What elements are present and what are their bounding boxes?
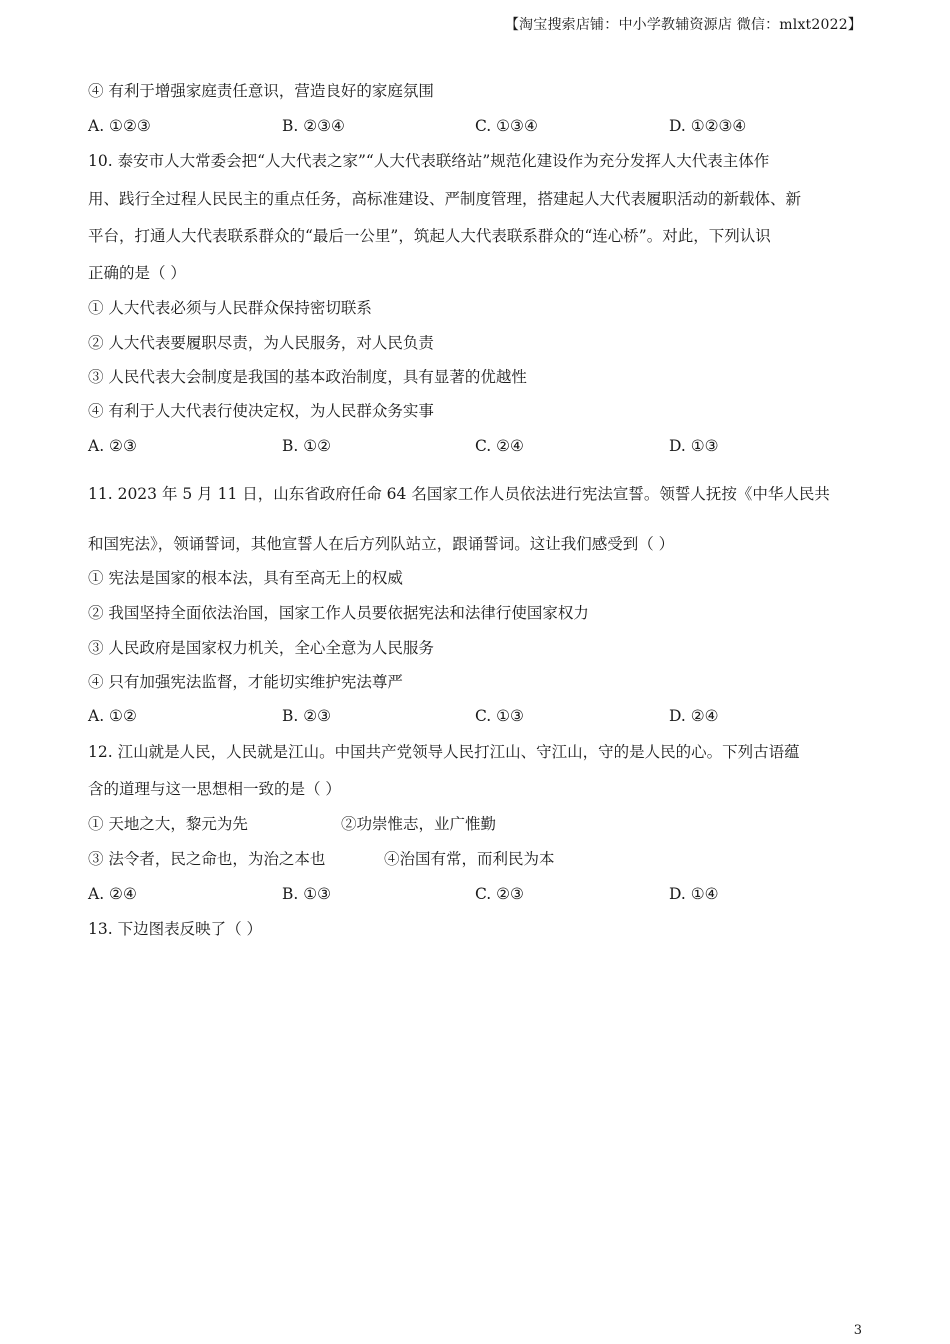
q11-option-d: D. ②④ <box>669 707 719 725</box>
q13-stem: 13. 下边图表反映了（ ） <box>88 920 263 938</box>
q12-item-3: ③ 法令者，民之命也，为治之本也 <box>88 850 326 868</box>
q9-option-b: B. ②③④ <box>282 117 345 135</box>
q10-option-d: D. ①③ <box>669 437 719 455</box>
q10-item-3: ③ 人民代表大会制度是我国的基本政治制度，具有显著的优越性 <box>88 368 527 386</box>
q10-stem-line-4: 正确的是（ ） <box>88 264 186 282</box>
q11-stem-line-2: 和国宪法》，领诵誓词，其他宣誓人在后方列队站立，跟诵誓词。这让我们感受到（ ） <box>88 535 675 553</box>
q10-option-a: A. ②③ <box>88 437 137 455</box>
q12-items-row-2 <box>88 848 868 870</box>
q12-item-4: ④治国有常，而利民为本 <box>384 850 555 868</box>
q9-item-4: ④ 有利于增强家庭责任意识，营造良好的家庭氛围 <box>88 82 434 100</box>
q12-item-1: ① 天地之大，黎元为先 <box>88 815 248 833</box>
q11-option-b: B. ②③ <box>282 707 332 725</box>
q10-item-2: ② 人大代表要履职尽责，为人民服务，对人民负责 <box>88 334 434 352</box>
q10-option-b: B. ①② <box>282 437 332 455</box>
q12-stem-line-1: 12. 江山就是人民，人民就是江山。中国共产党领导人民打江山、守江山，守的是人民的心。下列古语蕴 <box>88 743 800 761</box>
q11-item-3: ③ 人民政府是国家权力机关，全心全意为人民服务 <box>88 639 434 657</box>
q12-option-d: D. ①④ <box>669 885 719 903</box>
q11-stem-line-1: 11. 2023 年 5 月 11 日，山东省政府任命 64 名国家工作人员依法进行宪法宣誓。领誓人抚按《中华人民共 <box>88 485 830 503</box>
q10-options <box>88 435 868 457</box>
q9-option-c: C. ①③④ <box>475 117 538 135</box>
q10-stem-line-2: 用、践行全过程人民民主的重点任务，高标准建设、严制度管理，搭建起人大代表履职活动的新载体、新 <box>88 190 802 208</box>
q9-options <box>88 115 868 137</box>
q12-stem-line-2: 含的道理与这一思想相一致的是（ ） <box>88 780 341 798</box>
q12-items-row-1 <box>88 813 868 835</box>
q10-item-1: ① 人大代表必须与人民群众保持密切联系 <box>88 299 372 317</box>
q10-option-c: C. ②④ <box>475 437 524 455</box>
q11-item-2: ② 我国坚持全面依法治国，国家工作人员要依据宪法和法律行使国家权力 <box>88 604 589 622</box>
q9-option-a: A. ①②③ <box>88 117 151 135</box>
page-number: 3 <box>853 1323 862 1338</box>
q11-option-c: C. ①③ <box>475 707 524 725</box>
q11-option-a: A. ①② <box>88 707 137 725</box>
q11-item-4: ④ 只有加强宪法监督，才能切实维护宪法尊严 <box>88 673 403 691</box>
q10-stem-line-1: 10. 泰安市人大常委会把“人大代表之家”“人大代表联络站”规范化建设作为充分发挥人大代表主体作 <box>88 152 770 170</box>
q11-item-1: ① 宪法是国家的根本法，具有至高无上的权威 <box>88 569 403 587</box>
header-note: 【淘宝搜索店铺：中小学教辅资源店 微信：mlxt2022】 <box>504 17 862 33</box>
q12-option-b: B. ①③ <box>282 885 332 903</box>
q10-item-4: ④ 有利于人大代表行使决定权，为人民群众务实事 <box>88 402 434 420</box>
q12-options <box>88 883 868 905</box>
q12-item-2: ②功崇惟志，业广惟勤 <box>341 815 497 833</box>
q12-option-c: C. ②③ <box>475 885 524 903</box>
q9-option-d: D. ①②③④ <box>669 117 747 135</box>
q12-option-a: A. ②④ <box>88 885 137 903</box>
q10-stem-line-3: 平台，打通人大代表联系群众的“最后一公里”，筑起人大代表联系群众的“连心桥”。对此，下列认识 <box>88 227 771 245</box>
q11-options <box>88 705 868 727</box>
